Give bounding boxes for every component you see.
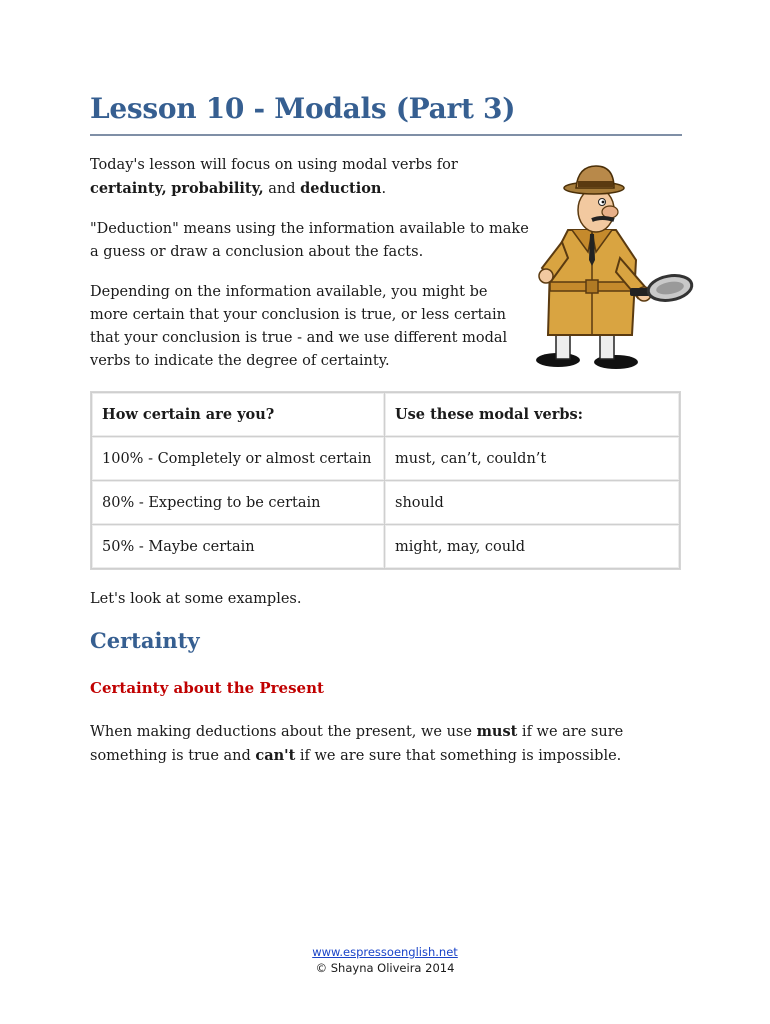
header-modal-verbs: Use these modal verbs: bbox=[385, 393, 680, 437]
detective-illustration bbox=[528, 160, 698, 370]
footer-website-link[interactable]: www.espressoenglish.net bbox=[312, 945, 458, 959]
intro-text-3: and bbox=[263, 181, 301, 197]
deduction-definition: "Deduction" means using the information available to make a guess or draw a conclusion about the facts. bbox=[90, 221, 529, 260]
keyword-deduction: deduction bbox=[300, 180, 382, 197]
keyword-must: must bbox=[476, 723, 518, 740]
examples-intro: Let's look at some examples. bbox=[90, 591, 302, 607]
title-divider bbox=[90, 134, 682, 136]
certainty-level: 100% - Completely or almost certain bbox=[92, 437, 385, 481]
keyword-cant: can't bbox=[255, 747, 296, 764]
modal-verbs: should bbox=[385, 481, 680, 525]
certainty-level: 80% - Expecting to be certain bbox=[92, 481, 385, 525]
footer-copyright: © Shayna Oliveira 2014 bbox=[315, 961, 455, 975]
modal-verbs: must, can’t, couldn’t bbox=[385, 437, 680, 481]
present-text-2: if we are sure something is true and bbox=[90, 724, 624, 764]
present-text-3: if we are sure that something is impossible. bbox=[295, 748, 622, 764]
present-text-1: When making deductions about the present, we use bbox=[90, 724, 477, 740]
page-title: Lesson 10 - Modals (Part 3) bbox=[90, 92, 516, 125]
keyword-probability: probability, bbox=[171, 180, 264, 197]
table-row bbox=[92, 481, 680, 525]
intro-paragraph bbox=[90, 154, 530, 201]
table-row bbox=[92, 437, 680, 481]
certainty-explanation: Depending on the information available, you might be more certain that your conclusion is true, or less certain that your conclusion is true - and we use different modal verbs to indicate the degree of certainty. bbox=[90, 284, 508, 369]
header-certainty: How certain are you? bbox=[92, 393, 385, 437]
certainty-table bbox=[91, 392, 680, 569]
present-paragraph bbox=[90, 720, 680, 768]
keyword-certainty: certainty, bbox=[90, 180, 167, 197]
table-header-row bbox=[92, 393, 680, 437]
certainty-level: 50% - Maybe certain bbox=[92, 525, 385, 569]
intro-text-4: . bbox=[381, 181, 387, 197]
section-heading-certainty: Certainty bbox=[90, 628, 200, 653]
table-row bbox=[92, 525, 680, 569]
intro-text-1: Today's lesson will focus on using modal verbs for bbox=[90, 157, 458, 173]
subheading-present: Certainty about the Present bbox=[90, 679, 324, 697]
modal-verbs: might, may, could bbox=[385, 525, 680, 569]
